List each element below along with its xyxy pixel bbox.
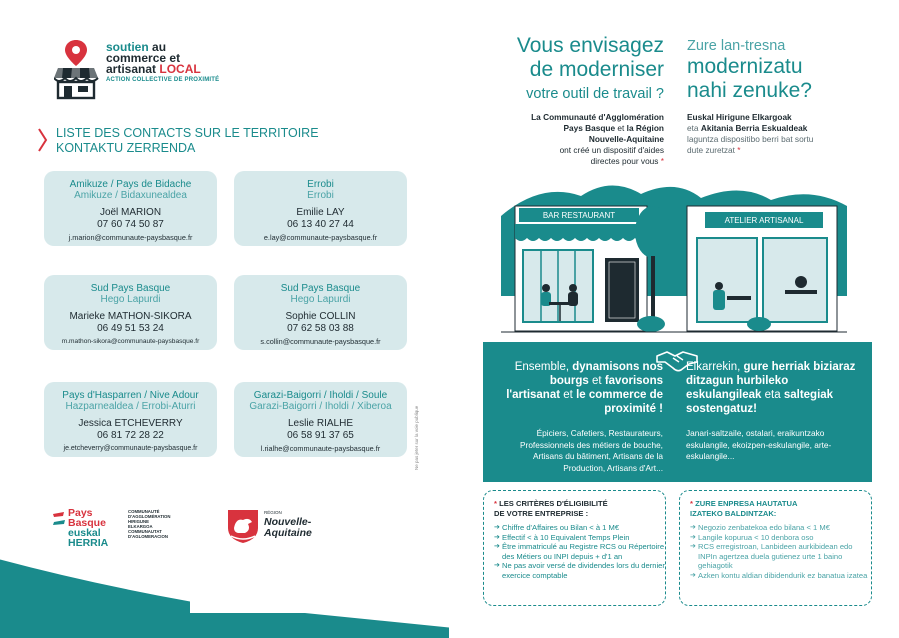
arrow-right-icon: ➔ (494, 524, 500, 531)
criteria-fr-item: Chiffre d'Affaires ou Bilan < à 1 M€ (502, 523, 620, 532)
headline-eu-line2: modernizatu (687, 55, 803, 78)
pb-small4: ELKARGOA (128, 524, 153, 529)
criteria-fr-title (494, 499, 665, 519)
contact-email[interactable]: je.etcheverry@communaute-paysbasque.fr (63, 445, 198, 452)
contact-area-fr: Pays d'Hasparren / Nive Adour (62, 390, 199, 401)
band-eu-b1: gure herriak biziaraz ditzagun hurbileko eskulangileak (686, 361, 856, 401)
pays-basque-logo-subtitle (128, 509, 170, 539)
criteria-fr-item: Ne pas avoir versé de dividendes lors du dernier exercice comptable (502, 561, 665, 580)
arrow-right-icon: ➔ (494, 533, 500, 541)
intro-eu-bold2: Akitania Berria Eskualdeak (700, 123, 808, 133)
side-note: Ne pas jeter sur la voie publique (414, 405, 419, 470)
artisan-head (715, 282, 723, 290)
contacts-title-eu: KONTAKTU ZERRENDA (56, 141, 196, 155)
intro-eu-bold1: Euskal Hirigune Elkargoak (687, 112, 792, 122)
headline-fr-line1: Vous envisagez (516, 34, 664, 57)
bar-sign: BAR RESTAURANT (542, 211, 616, 220)
contact-area-eu: Errobi (307, 190, 334, 201)
contact-card-sud-pays-basque-1 (44, 275, 217, 350)
shop-pin-icon (54, 38, 104, 100)
pb-small1: COMMUNAUTÉ (128, 509, 160, 514)
na-line1: Nouvelle- (264, 516, 312, 528)
contact-card-garazi (234, 382, 407, 457)
intro-fr-star: * (660, 156, 664, 166)
intro-fr-rest2: directes pour vous (590, 156, 659, 166)
intro-eu-rest1: laguntza dispositibo berri bat sortu (687, 134, 814, 144)
headline-fr-line3: votre outil de travail ? (526, 86, 664, 102)
intro-fr-rest1: ont créé un dispositif d'aides (559, 145, 664, 155)
arrow-right-icon: ➔ (690, 524, 696, 531)
headline-eu-line3: nahi zenuke? (687, 79, 812, 102)
contacts-title-fr: LISTE DES CONTACTS SUR LE TERRITOIRE (56, 126, 319, 140)
pays-basque-mark-icon (52, 510, 66, 530)
arrow-right-icon: ➔ (494, 562, 500, 570)
criteria-fr-title2: DE VOTRE ENTREPRISE : (494, 509, 589, 518)
contact-phone[interactable]: 06 58 91 37 65 (287, 430, 354, 441)
bottom-teal-curve (0, 548, 449, 638)
criteria-eu-item: Azken kontu aldian dibidendurik ez banatua izatea (698, 570, 868, 580)
contact-name: Emilie LAY (296, 207, 345, 218)
tree-foliage (635, 206, 671, 258)
pb-small2: D'AGGLOMÉRATION (128, 514, 171, 519)
pb-small6: D'AGLOMERACION (128, 534, 168, 539)
bush (637, 316, 665, 332)
intro-fr-mid: et (617, 123, 625, 133)
headline-fr (474, 34, 664, 106)
na-line2: Aquitaine (264, 527, 312, 539)
atelier-window-2 (763, 238, 827, 322)
contact-area-fr: Sud Pays Basque (90, 283, 171, 294)
criteria-fr-list (494, 523, 665, 581)
arrow-right-icon: ➔ (690, 543, 696, 551)
contact-area-fr: Errobi (307, 179, 334, 190)
intro-eu (687, 112, 887, 156)
criteria-eu-title1: ZURE ENPRESA HAUTATUA (695, 499, 798, 508)
logo-et: et (169, 51, 181, 65)
band-eu (686, 360, 866, 416)
criteria-fr-item: Effectif < à 10 Equivalent Temps Plein (502, 532, 630, 542)
intro-eu-mid: eta (687, 123, 699, 133)
intro-eu-star: * (737, 145, 741, 155)
band-fr-p3: et (563, 389, 573, 401)
pb-line4: HERRIA (68, 537, 109, 549)
band-fr-p1: Ensemble, (514, 361, 570, 373)
contact-email[interactable]: m.mathon-sikora@communaute-paysbasque.fr (61, 338, 200, 345)
chevron-right-icon (38, 128, 48, 152)
headline-fr-line2: de moderniser (529, 58, 664, 81)
criteria-eu-item: Negozio zenbatekoa edo bilana < 1 M€ (698, 523, 830, 532)
headline-eu-line1: Zure lan-tresna (687, 38, 786, 54)
bar-awning (515, 224, 647, 241)
pb-line1: Pays (68, 507, 93, 519)
band-eu-b2: saltegiak sostengatuz! (686, 389, 834, 415)
contact-area-eu: Hego Lapurdi (100, 294, 161, 305)
criteria-box-eu (679, 490, 872, 606)
contact-area-fr: Garazi-Baigorri / Iholdi / Soule (253, 390, 388, 401)
na-name (264, 517, 312, 539)
contact-name: Jessica ETCHEVERRY (78, 418, 183, 429)
logo-au: au (152, 40, 167, 54)
pb-small5: COMMUNAUTAT (128, 529, 162, 534)
intro-fr-bold2: Pays Basque (563, 123, 616, 133)
criteria-eu-item: Langile kopurua < 10 denbora oso (698, 532, 814, 542)
intro-fr-bold1: La Communauté d'Agglomération (531, 112, 664, 122)
sewing-table (785, 290, 817, 294)
contact-phone[interactable]: 07 62 58 03 88 (287, 323, 354, 334)
soutien-logo-text (106, 42, 219, 86)
list-item (690, 533, 871, 543)
contact-area-eu: Amikuze / Bidaxunealdea (74, 190, 187, 201)
contact-phone[interactable]: 06 81 72 28 22 (97, 430, 164, 441)
criteria-eu-star: * (690, 499, 693, 508)
logo-local: LOCAL (159, 62, 201, 76)
logo-tagline: ACTION COLLECTIVE DE PROXIMITÉ (106, 77, 220, 83)
left-panel (0, 0, 449, 638)
contact-area-fr: Amikuze / Pays de Bidache (69, 179, 192, 190)
criteria-fr-item: Être immatriculé au Registre RCS ou Répertoire des Métiers ou INPI depuis + d'1 an (502, 542, 665, 561)
band-fr-b1: dynamisons nos bourgs (549, 361, 663, 387)
contact-email[interactable]: s.collin@communaute-paysbasque.fr (260, 337, 381, 346)
criteria-fr-star: * (494, 499, 497, 508)
contact-name: Joël MARION (99, 207, 162, 218)
contact-phone[interactable]: 06 49 51 53 24 (97, 323, 164, 334)
intro-fr-bold3: la Région (626, 123, 664, 133)
logo-soutien: soutien (106, 40, 149, 54)
arrow-right-icon: ➔ (690, 571, 696, 579)
contact-area-fr: Sud Pays Basque (280, 283, 361, 294)
intro-fr (480, 112, 664, 167)
band-fr-sub: Épiciers, Cafetiers, Restaurateurs, Professionnels des métiers de bouche, Artisans du bâtiment, Artisans de la Production, Artisans d'Art... (520, 428, 663, 473)
list-item (690, 571, 871, 581)
list-item (494, 542, 665, 561)
band-eu-sub: Janari-saltzaile, ostalari, eraikuntzako eskulangile, ekoizpen-eskulangile, arte-eskulangile... (686, 428, 832, 461)
bar-door (605, 258, 639, 322)
soutien-logo (54, 38, 244, 108)
arrow-right-icon: ➔ (690, 533, 696, 541)
band-fr (503, 360, 663, 416)
atelier-sign: ATELIER ARTISANAL (724, 216, 804, 225)
list-item (494, 523, 665, 533)
logo-artisanat: artisanat (106, 62, 157, 76)
person-1-head (542, 284, 550, 292)
contact-area-eu: Hazparnealdea / Errobi-Aturri (65, 401, 196, 412)
band-eu-p1: Elkarrekin, (686, 361, 741, 373)
criteria-fr-title1: LES CRITÈRES D'ÉLIGIBILITÉ (499, 499, 608, 508)
criteria-eu-title (690, 499, 871, 519)
tree-trunk (651, 256, 655, 326)
contact-card-hasparren (44, 382, 217, 457)
contact-name: Marieke MATHON-SIKORA (69, 311, 192, 322)
criteria-eu-title2: IZATEKO BALDINTZAK: (690, 509, 777, 518)
arrow-right-icon: ➔ (494, 543, 500, 551)
list-item (494, 561, 665, 580)
contact-card-sud-pays-basque-2 (234, 275, 407, 350)
pays-basque-logo (52, 508, 192, 552)
person-2-head (569, 284, 577, 292)
intro-eu-rest2: dute zuretzat (687, 145, 735, 155)
band-fr-b2: favorisons l'artisanat (506, 375, 663, 401)
contact-email[interactable]: j.marion@communaute-paysbasque.fr (68, 233, 193, 242)
artisan-body (713, 290, 725, 310)
contact-card-errobi (234, 171, 407, 246)
criteria-eu-item: RCS erregistroan, Lanbideen aurkibidean edo INPIn agertzea duela gutienez urte 1 baino gehiagotik (698, 542, 853, 571)
village-shops-illustration (501, 176, 847, 338)
contact-card-amikuze (44, 171, 217, 246)
cafe-table (549, 302, 571, 305)
workbench (727, 296, 751, 300)
headline-eu (687, 38, 887, 103)
nouvelle-aquitaine-logo (226, 508, 326, 548)
pays-basque-logo-text (68, 508, 108, 548)
intro-fr-bold4: Nouvelle-Aquitaine (588, 134, 664, 144)
list-item (494, 533, 665, 543)
criteria-eu-list (690, 523, 871, 581)
atelier-bush (747, 317, 771, 331)
atelier-window (697, 238, 757, 322)
pb-small3: HIRIGUNE (128, 519, 150, 524)
contact-area-eu: Garazi-Baigorri / Iholdi / Xiberoa (249, 401, 392, 412)
pb-line3: euskal (68, 527, 101, 539)
contact-phone[interactable]: 06 13 40 27 44 (287, 219, 354, 230)
contact-email[interactable]: l.rialhe@communaute-paysbasque.fr (260, 444, 381, 453)
criteria-box-fr (483, 490, 666, 606)
list-item (690, 542, 871, 571)
contact-area-eu: Hego Lapurdi (290, 294, 351, 305)
teal-band (483, 342, 872, 482)
logo-commerce: commerce (106, 51, 167, 65)
contact-phone[interactable]: 07 60 74 50 87 (97, 219, 164, 230)
contact-email[interactable]: e.lay@communaute-paysbasque.fr (263, 233, 378, 242)
band-fr-b3: le commerce de proximité ! (576, 389, 663, 415)
list-item (690, 523, 871, 533)
band-fr-p2: et (592, 375, 602, 387)
contact-name: Leslie RIALHE (287, 418, 354, 429)
region-shield-icon (226, 508, 260, 544)
band-eu-p2: eta (764, 389, 781, 401)
contact-name: Sophie COLLIN (285, 311, 356, 322)
na-region-label: RÉGION (264, 510, 282, 515)
pb-line2: Basque (68, 517, 106, 529)
